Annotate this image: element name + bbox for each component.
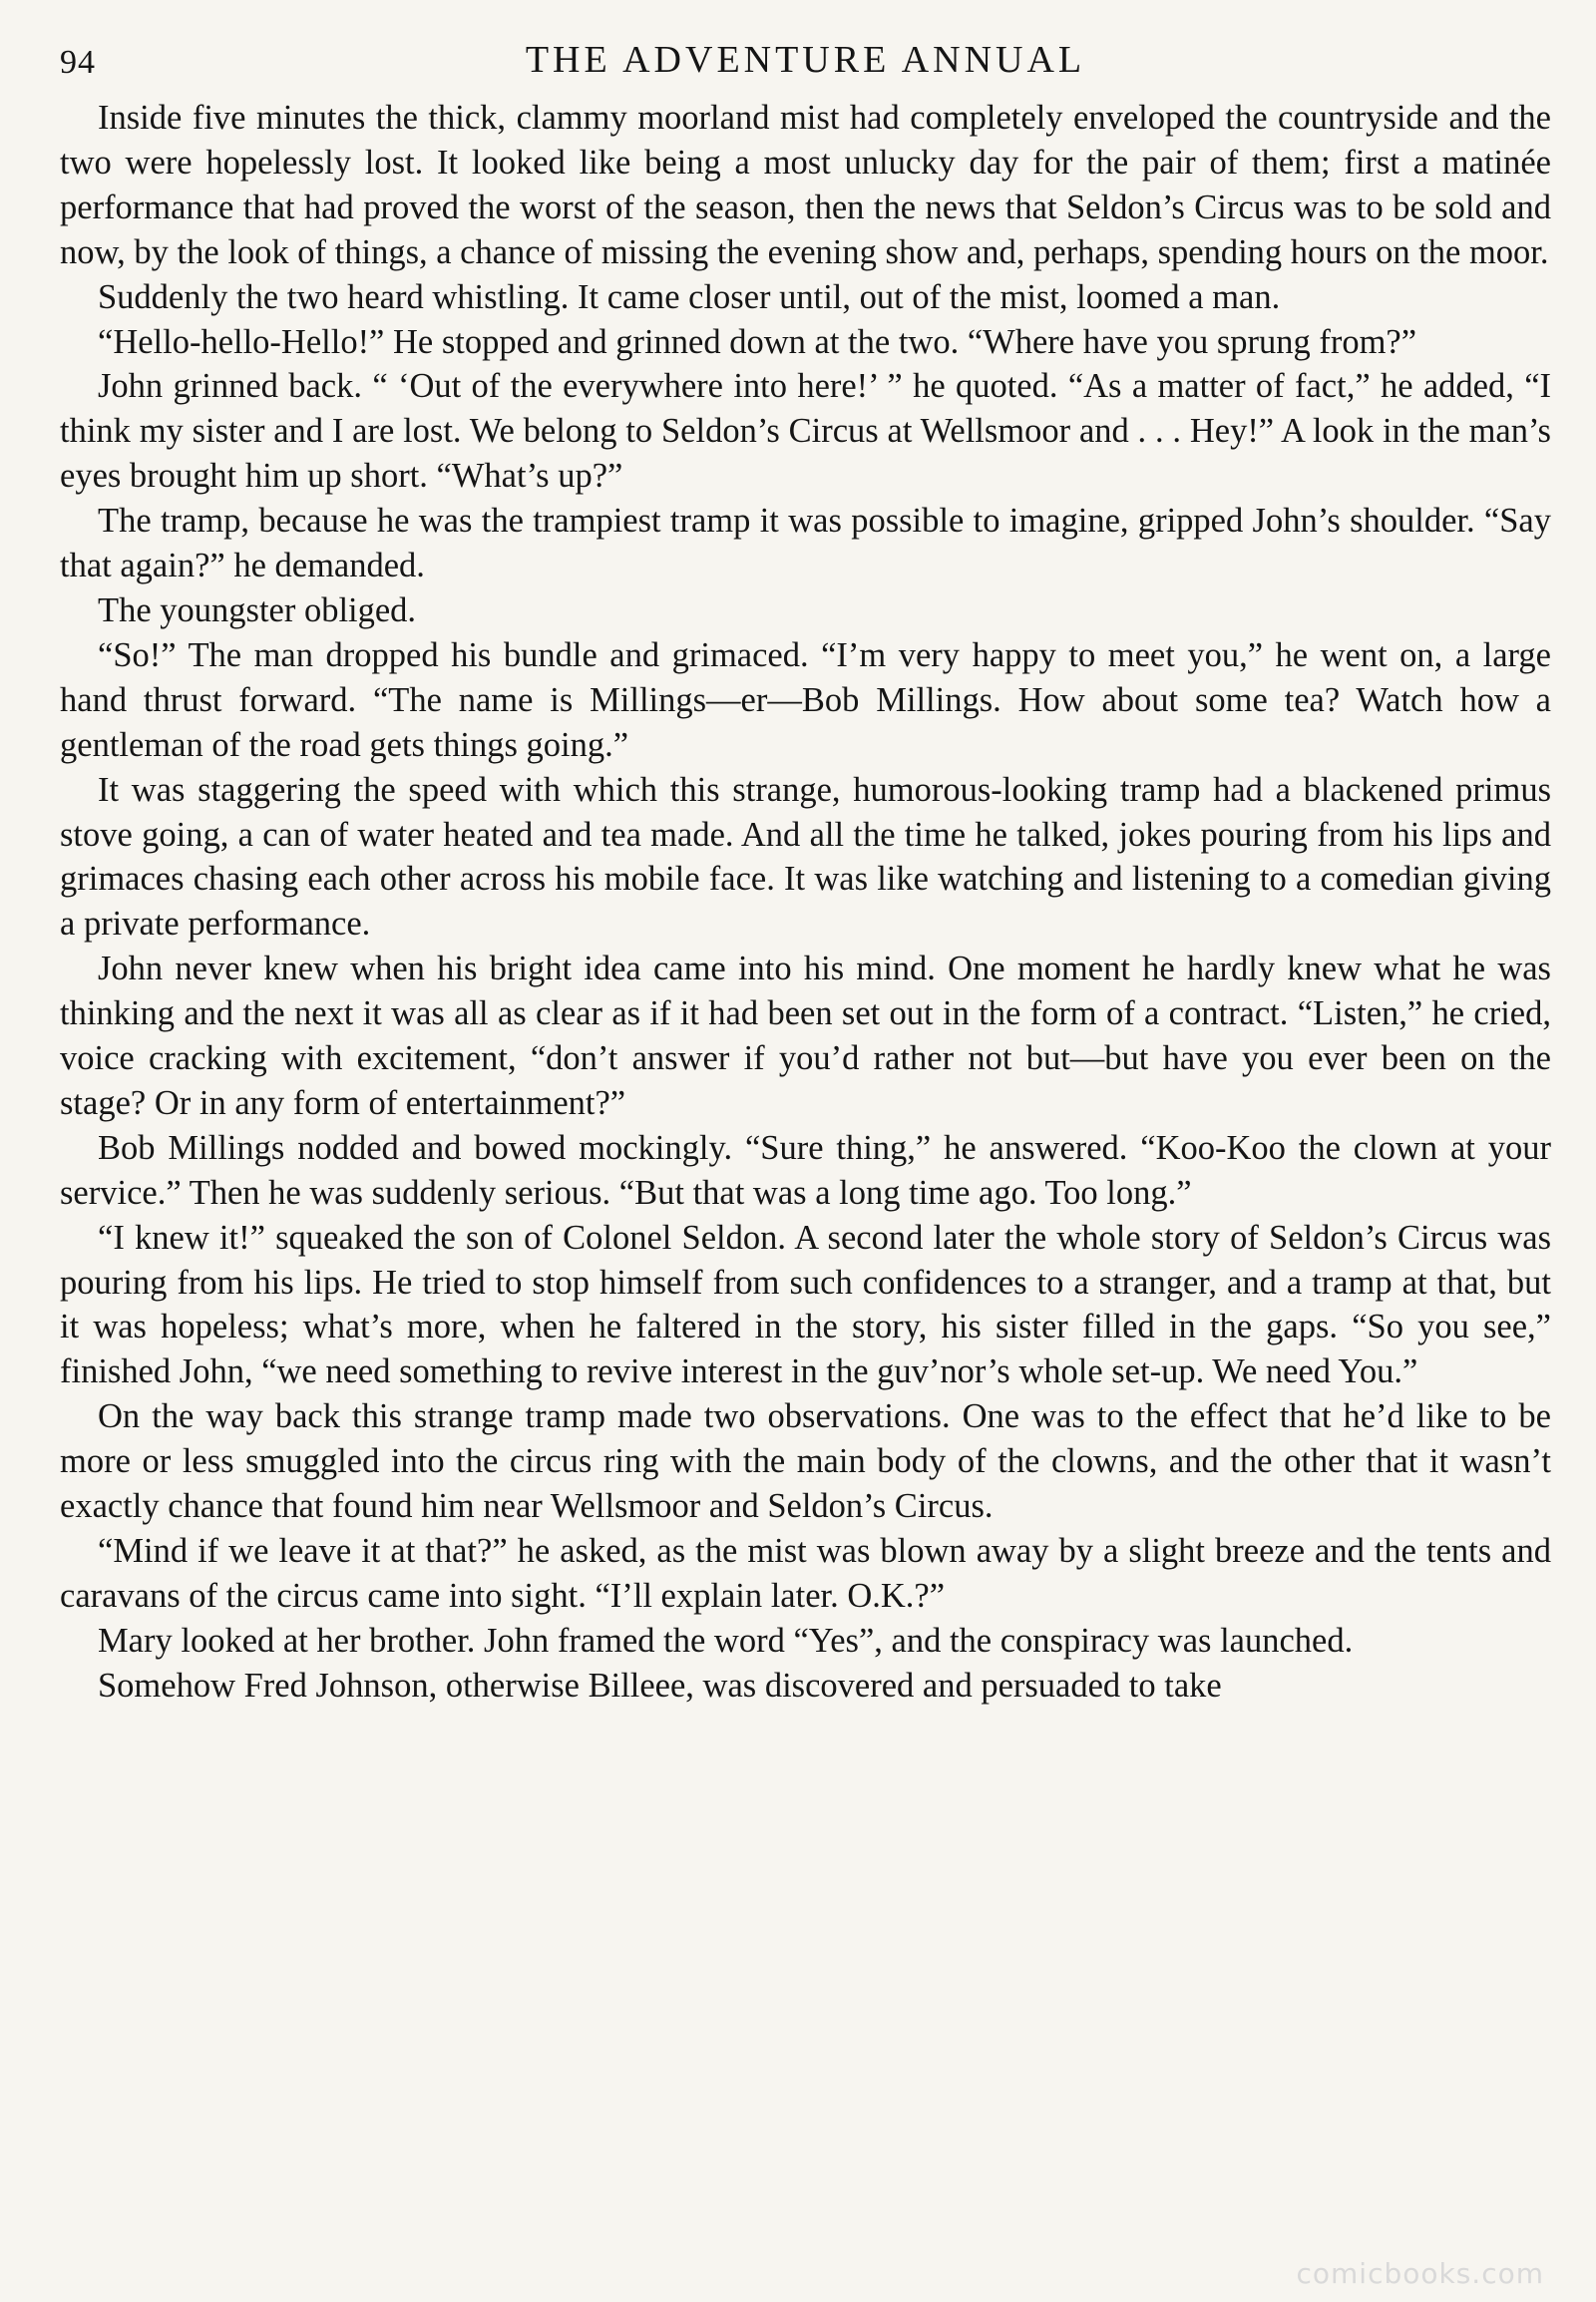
paragraph: “I knew it!” squeaked the son of Colonel Seldon. A second later the whole story of Seldon’s Circus was pouring from his lips. He tried to stop himself from such confidences to a stranger, and a tramp at that, but it was hopeless; what’s more, when he faltered in the story, his sister filled in the gaps. “So you see,” finished John, “we need something to revive interest in the guv’nor’s whole set-up. We need You.”: [60, 1218, 1551, 1391]
book-page: [60, 34, 1551, 1709]
page-header: [60, 34, 1551, 94]
paragraph: The tramp, because he was the trampiest tramp it was possible to imagine, gripped John’s shoulder. “Say that again?” he demanded.: [60, 502, 1551, 585]
paragraph: Inside five minutes the thick, clammy moorland mist had completely enveloped the countryside and the two were hopelessly lost. It looked like being a most unlucky day for the pair of them; first a matinée performance that had proved the worst of the season, then the news that Seldon’s Circus was to be sold and now, by the look of things, a chance of missing the evening show and, perhaps, spending hours on the moor.: [60, 99, 1551, 271]
paragraph: It was staggering the speed with which this strange, humorous-looking tramp had a blackened primus stove going, a can of water heated and tea made. And all the time he talked, jokes pouring from his lips and grimaces chasing each other across his mobile face. It was like watching and listening to a comedian giving a private performance.: [60, 770, 1551, 944]
page-number: 94: [60, 44, 96, 81]
paragraph: Mary looked at her brother. John framed the word “Yes”, and the conspiracy was launched.: [98, 1621, 1354, 1660]
paragraph: Somehow Fred Johnson, otherwise Billeee, was discovered and persuaded to take: [98, 1666, 1222, 1705]
paragraph: “Mind if we leave it at that?” he asked, as the mist was blown away by a slight breeze and the tents and caravans of the circus came into sight. “I’ll explain later. O.K.?”: [60, 1532, 1551, 1615]
watermark: comicbooks.com: [1296, 2257, 1544, 2290]
paragraph: On the way back this strange tramp made two observations. One was to the effect that he’d like to be more or less smuggled into the circus ring with the main body of the clowns, and the other that it wasn’t exactly chance that found him near Wellsmoor and Seldon’s Circus.: [60, 1397, 1551, 1526]
paragraph: “So!” The man dropped his bundle and grimaced. “I’m very happy to meet you,” he went on, a large hand thrust forward. “The name is Millings—er—Bob Millings. How about some tea? Watch how a gentleman of the road gets things going.”: [60, 635, 1551, 764]
paragraph: John never knew when his bright idea came into his mind. One moment he hardly knew what he was thinking and the next it was all as clear as if it had been set out in the form of a contract. “Listen,” he cried, voice cracking with excitement, “don’t answer if you’d rather not but—but have you ever been on the stage? Or in any form of entertainment?”: [60, 950, 1551, 1122]
paragraph: John grinned back. “ ‘Out of the everywhere into here!’ ” he quoted. “As a matter of fact,” he added, “I think my sister and I are lost. We belong to Seldon’s Circus at Wellsmoor and . . . Hey!” A look in the man’s eyes brought him up short. “What’s up?”: [60, 367, 1551, 496]
paragraph: Bob Millings nodded and bowed mockingly. “Sure thing,” he answered. “Koo-Koo the clown at your service.” Then he was suddenly serious. “But that was a long time ago. Too long.”: [60, 1128, 1551, 1212]
paragraph: Suddenly the two heard whistling. It came closer until, out of the mist, loomed a man.: [98, 277, 1281, 316]
running-head: THE ADVENTURE ANNUAL: [525, 39, 1086, 81]
story-text: [60, 96, 1551, 1709]
paragraph: The youngster obliged.: [98, 590, 417, 629]
paragraph: “Hello-hello-Hello!” He stopped and grinned down at the two. “Where have you sprung from?”: [98, 322, 1417, 361]
